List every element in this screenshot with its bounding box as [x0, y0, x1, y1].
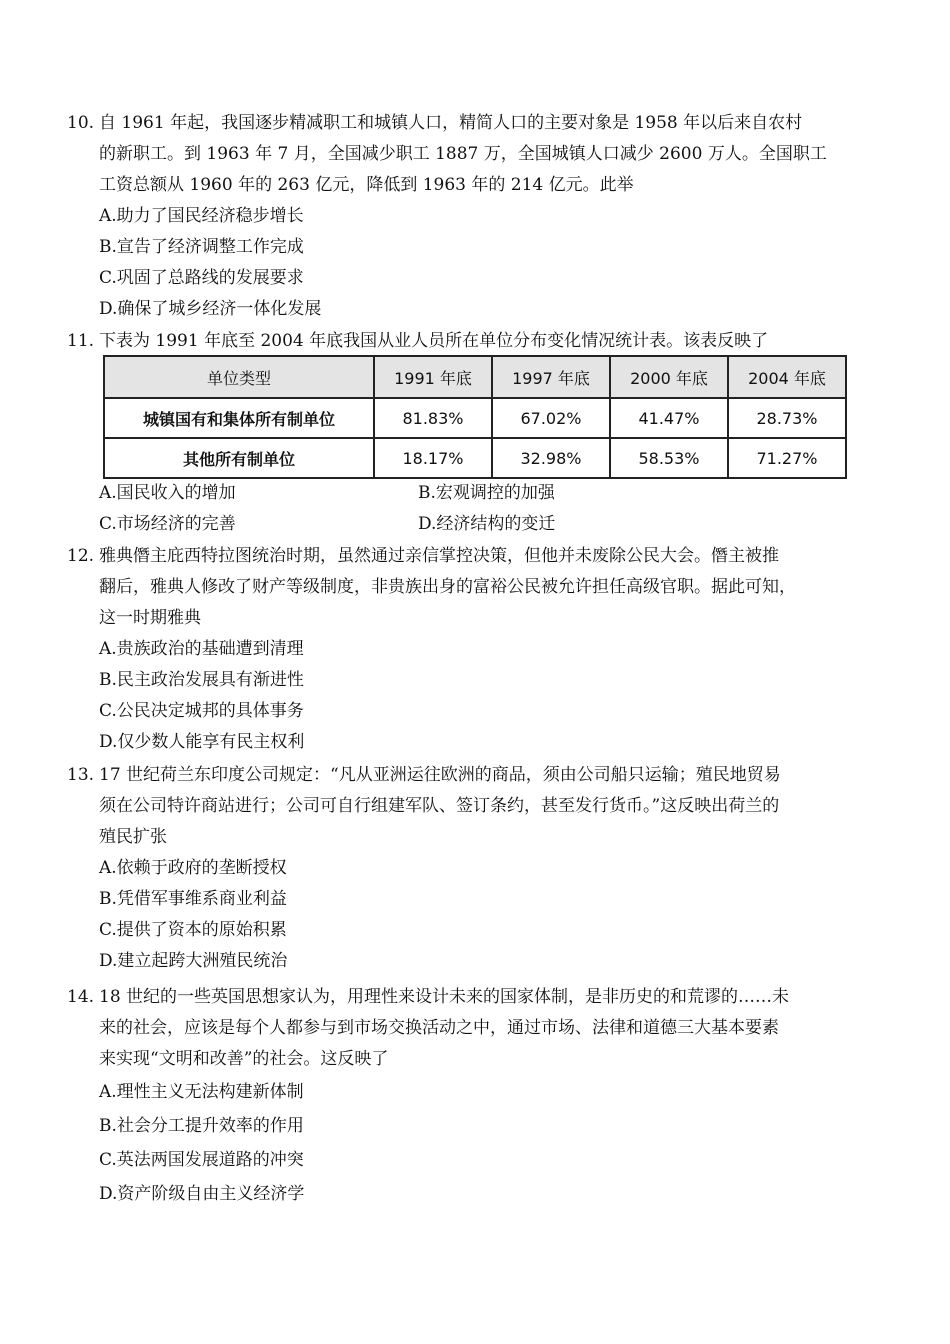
- table-row: [104, 398, 846, 438]
- table-header-row: [104, 356, 846, 398]
- question-stem-line: 工资总额从 1960 年的 263 亿元，降低到 1963 年的 214 亿元。此举: [99, 175, 634, 195]
- option-c[interactable]: C.巩固了总路线的发展要求: [99, 268, 304, 288]
- question-number: 12.: [67, 546, 95, 566]
- question-13: [67, 760, 867, 977]
- question-stem-line: 10. 自 1961 年起，我国逐步精减职工和城镇人口，精简人口的主要对象是 1958 年以后来自农村: [67, 108, 867, 139]
- question-stem-line: 翻后，雅典人修改了财产等级制度，非贵族出身的富裕公民被允许担任高级官职。据此可知，: [99, 577, 796, 597]
- question-14: [67, 982, 867, 1211]
- table-header-cell: 单位类型: [104, 356, 374, 398]
- table-row: [104, 438, 846, 478]
- question-stem-line: 来实现“文明和改善”的社会。这反映了: [99, 1049, 389, 1069]
- option-b[interactable]: B.凭借军事维系商业利益: [99, 889, 287, 909]
- option-c[interactable]: C.提供了资本的原始积累: [99, 920, 287, 940]
- table-cell: 67.02%: [492, 398, 610, 438]
- question-11: [67, 326, 867, 357]
- option-c[interactable]: C.英法两国发展道路的冲突: [99, 1150, 304, 1170]
- table-header-cell: 1997 年底: [492, 356, 610, 398]
- table-cell: 32.98%: [492, 438, 610, 478]
- table-cell: 41.47%: [610, 398, 728, 438]
- question-stem-line: 须在公司特许商站进行；公司可自行组建军队、签订条约，甚至发行货币。”这反映出荷兰的: [99, 796, 780, 816]
- option-a[interactable]: A.依赖于政府的垄断授权: [99, 858, 287, 878]
- question-number: 13.: [67, 765, 95, 785]
- question-12: [67, 541, 867, 758]
- table-row-label: 其他所有制单位: [104, 438, 374, 478]
- question-number: 11.: [67, 331, 95, 351]
- question-stem-line: 殖民扩张: [99, 827, 167, 847]
- question-number: 14.: [67, 987, 95, 1007]
- table-header-cell: 2000 年底: [610, 356, 728, 398]
- table-cell: 71.27%: [728, 438, 846, 478]
- question-11-options: [67, 478, 867, 540]
- table-cell: 18.17%: [374, 438, 492, 478]
- option-d[interactable]: D.确保了城乡经济一体化发展: [99, 299, 322, 319]
- question-stem-line: 14. 18 世纪的一些英国思想家认为，用理性来设计未来的国家体制，是非历史的和荒谬的……未: [67, 982, 867, 1013]
- question-number: 10.: [67, 113, 95, 133]
- option-b[interactable]: B.宣告了经济调整工作完成: [99, 237, 304, 257]
- question-stem-line: 11. 下表为 1991 年底至 2004 年底我国从业人员所在单位分布变化情况统计表。该表反映了: [67, 326, 867, 357]
- option-d[interactable]: D.资产阶级自由主义经济学: [99, 1184, 305, 1204]
- option-a[interactable]: A.助力了国民经济稳步增长: [99, 206, 304, 226]
- option-a[interactable]: A.贵族政治的基础遭到清理: [99, 639, 304, 659]
- question-stem-line: 13. 17 世纪荷兰东印度公司规定：“凡从亚洲运往欧洲的商品，须由公司船只运输；殖民地贸易: [67, 760, 867, 791]
- option-d[interactable]: D.经济结构的变迁: [418, 514, 556, 534]
- option-row: [67, 509, 867, 540]
- option-a[interactable]: A.国民收入的增加: [99, 483, 236, 503]
- question-stem-line: 来的社会，应该是每个人都参与到市场交换活动之中，通过市场、法律和道德三大基本要素: [99, 1018, 779, 1038]
- table-cell: 28.73%: [728, 398, 846, 438]
- option-c[interactable]: C.市场经济的完善: [99, 514, 236, 534]
- option-d[interactable]: D.仅少数人能享有民主权利: [99, 732, 305, 752]
- statistics-table: [103, 355, 847, 479]
- option-row: [67, 478, 867, 509]
- question-stem-line: 12. 雅典僭主庇西特拉图统治时期，虽然通过亲信掌控决策，但他并未废除公民大会。僭主被推: [67, 541, 867, 572]
- question-10: [67, 108, 867, 325]
- option-d[interactable]: D.建立起跨大洲殖民统治: [99, 951, 288, 971]
- option-c[interactable]: C.公民决定城邦的具体事务: [99, 701, 304, 721]
- table-header-cell: 2004 年底: [728, 356, 846, 398]
- question-stem-line: 这一时期雅典: [99, 608, 201, 628]
- table-cell: 81.83%: [374, 398, 492, 438]
- option-a[interactable]: A.理性主义无法构建新体制: [99, 1082, 304, 1102]
- option-b[interactable]: B.社会分工提升效率的作用: [99, 1116, 304, 1136]
- question-stem-line: 的新职工。到 1963 年 7 月，全国减少职工 1887 万，全国城镇人口减少 2600 万人。全国职工: [99, 144, 827, 164]
- table-cell: 58.53%: [610, 438, 728, 478]
- option-b[interactable]: B.宏观调控的加强: [418, 483, 555, 503]
- table-header-cell: 1991 年底: [374, 356, 492, 398]
- table-row-label: 城镇国有和集体所有制单位: [104, 398, 374, 438]
- option-b[interactable]: B.民主政治发展具有渐进性: [99, 670, 304, 690]
